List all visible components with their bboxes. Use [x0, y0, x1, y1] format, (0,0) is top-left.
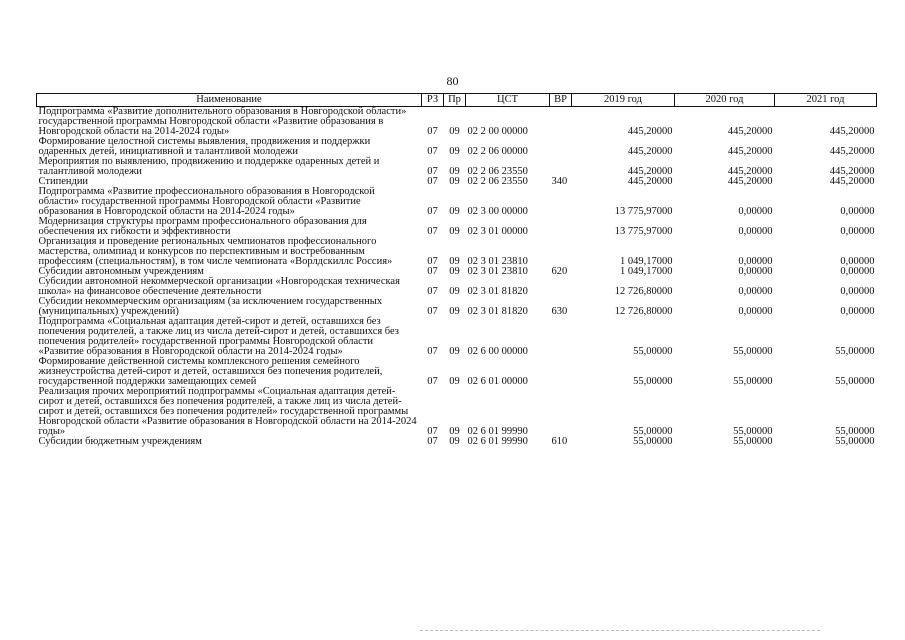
row-rz: 07	[427, 226, 438, 237]
header-vr: ВР	[550, 94, 572, 107]
row-rz: 07	[427, 166, 438, 177]
row-pr: 09	[449, 226, 460, 237]
row-name: Организация и проведение региональных чемпионатов профессионального мастерства, олимпиад и конкурсов по перспективным и востребованным профессиям (специальностям), в том числе чемпионата «Ворлдскиллс Россия»	[38, 236, 393, 267]
row-cst: 02 2 06 23550	[467, 166, 528, 177]
row-value-2019: 12 726,80000	[614, 306, 673, 317]
row-value-2020: 0,00000	[738, 206, 773, 217]
row-cst: 02 6 00 00000	[467, 346, 528, 357]
row-rz: 07	[427, 346, 438, 357]
row-vr	[550, 277, 572, 297]
row-value-2020: 445,20000	[727, 126, 773, 137]
row-pr: 09	[449, 286, 460, 297]
row-cst: 02 3 01 81820	[467, 286, 528, 297]
row-pr: 09	[449, 346, 460, 357]
row-value-2021: 0,00000	[840, 226, 875, 237]
row-cst: 02 2 00 00000	[467, 126, 528, 137]
row-rz: 07	[427, 426, 438, 437]
row-cst: 02 3 01 23810	[467, 256, 528, 267]
row-value-2020: 445,20000	[727, 166, 773, 177]
row-value-2021: 445,20000	[829, 146, 875, 157]
row-value-2020: 0,00000	[738, 256, 773, 267]
row-value-2021: 0,00000	[840, 266, 875, 277]
row-value-2019: 13 775,97000	[614, 226, 673, 237]
row-rz: 07	[427, 266, 438, 277]
row-vr: 340	[551, 176, 568, 187]
row-value-2021: 55,00000	[835, 346, 875, 357]
row-name: Субсидии бюджетным учреждениям	[38, 436, 202, 447]
row-name: Формирование действенной системы комплексного решения семейного жизнеустройства детей-сирот и детей, оставшихся без попечения родителей, государственной поддержки замещающих семей	[38, 356, 383, 387]
table-row	[37, 157, 877, 177]
row-name: Реализация прочих мероприятий подпрограммы «Социальная адаптация детей-сирот и детей, оставшихся без попечения родителей, а также лиц из числа детей-сирот и детей, оставшихся без попечения родителей» государственной программы Новгородской области «Развитие образования в Новгородской области на 2014-2024 годы»	[38, 386, 417, 437]
table-row	[37, 107, 877, 138]
header-rz: РЗ	[422, 94, 444, 107]
row-vr	[550, 317, 572, 357]
header-2021: 2021 год	[775, 94, 877, 107]
row-pr: 09	[449, 146, 460, 157]
row-vr	[550, 217, 572, 237]
row-pr: 09	[449, 266, 460, 277]
row-value-2019: 55,00000	[633, 436, 673, 447]
row-value-2019: 13 775,97000	[614, 206, 673, 217]
row-value-2019: 445,20000	[627, 176, 673, 187]
row-pr: 09	[449, 206, 460, 217]
page-number: 80	[446, 74, 459, 88]
header-pr: Пр	[444, 94, 466, 107]
row-cst: 02 6 01 99990	[467, 426, 528, 437]
row-name: Подпрограмма «Социальная адаптация детей-сирот и детей, оставшихся без попечения родителей, а также лиц из числа детей-сирот и детей, оставшихся без попечения родителей» государственной программы Новгородской области «Развитие образования в Новгородской области на 2014-2024 годы»	[38, 316, 399, 357]
row-value-2021: 445,20000	[829, 166, 875, 177]
row-rz: 07	[427, 176, 438, 187]
row-rz: 07	[427, 146, 438, 157]
header-name: Наименование	[37, 94, 422, 107]
row-value-2020: 55,00000	[733, 346, 773, 357]
table-row	[37, 437, 877, 447]
table-row	[37, 137, 877, 157]
row-value-2019: 1 049,17000	[620, 266, 673, 277]
table-row	[37, 357, 877, 387]
row-value-2021: 445,20000	[829, 126, 875, 137]
row-name: Стипендии	[38, 176, 89, 187]
row-name: Формирование целостной системы выявления, продвижения и поддержки одаренных детей, инициативной и талантливой молодежи	[38, 136, 371, 157]
row-vr: 630	[551, 306, 568, 317]
row-value-2020: 0,00000	[738, 286, 773, 297]
row-name: Субсидии автономным учреждениям	[38, 266, 204, 277]
row-value-2021: 0,00000	[840, 286, 875, 297]
row-name: Подпрограмма «Развитие дополнительного образования в Новгородской области» государственной программы Новгородской области «Развитие образования в Новгородской области на 2014-2024 годы»	[38, 106, 407, 137]
row-vr	[550, 357, 572, 387]
row-rz: 07	[427, 206, 438, 217]
row-cst: 02 3 01 81820	[467, 306, 528, 317]
row-value-2019: 445,20000	[627, 166, 673, 177]
row-rz: 07	[427, 376, 438, 387]
row-value-2019: 445,20000	[627, 126, 673, 137]
row-value-2021: 55,00000	[835, 436, 875, 447]
row-cst: 02 2 06 00000	[467, 146, 528, 157]
row-pr: 09	[449, 126, 460, 137]
header-2020: 2020 год	[675, 94, 775, 107]
row-name: Субсидии автономной некоммерческой организации «Новгородская техническая школа» на финансовое обеспечение деятельности	[38, 276, 400, 297]
row-vr	[550, 157, 572, 177]
row-value-2021: 0,00000	[840, 206, 875, 217]
row-value-2020: 55,00000	[733, 376, 773, 387]
row-name: Мероприятия по выявлению, продвижению и поддержке одаренных детей и талантливой молодежи	[38, 156, 380, 177]
row-vr	[550, 137, 572, 157]
row-value-2020: 55,00000	[733, 426, 773, 437]
row-value-2019: 55,00000	[633, 376, 673, 387]
row-rz: 07	[427, 286, 438, 297]
row-value-2020: 445,20000	[727, 176, 773, 187]
row-cst: 02 6 01 99990	[467, 436, 528, 447]
budget-table	[36, 93, 877, 447]
row-vr	[550, 187, 572, 217]
table-header	[37, 94, 877, 107]
header-2019: 2019 год	[572, 94, 675, 107]
row-pr: 09	[449, 256, 460, 267]
row-cst: 02 3 01 00000	[467, 226, 528, 237]
table-row	[37, 317, 877, 357]
row-name: Подпрограмма «Развитие профессионального образования в Новгородской области» государственной программы Новгородской области «Развитие образования в Новгородской области на 2014-2024 годы»	[38, 186, 375, 217]
row-value-2019: 55,00000	[633, 346, 673, 357]
row-vr	[550, 237, 572, 267]
table-row	[37, 297, 877, 317]
footer-rule	[420, 630, 820, 632]
row-value-2020: 0,00000	[738, 226, 773, 237]
row-vr: 610	[551, 436, 568, 447]
row-rz: 07	[427, 256, 438, 267]
row-vr	[550, 107, 572, 138]
row-rz: 07	[427, 306, 438, 317]
row-rz: 07	[427, 436, 438, 447]
row-value-2020: 0,00000	[738, 306, 773, 317]
row-value-2019: 55,00000	[633, 426, 673, 437]
row-value-2019: 1 049,17000	[620, 256, 673, 267]
row-vr: 620	[551, 266, 568, 277]
row-name: Субсидии некоммерческим организациям (за исключением государственных (муниципальных) учреждений)	[38, 296, 383, 317]
row-pr: 09	[449, 166, 460, 177]
row-pr: 09	[449, 436, 460, 447]
row-value-2021: 55,00000	[835, 426, 875, 437]
table-row	[37, 277, 877, 297]
row-pr: 09	[449, 376, 460, 387]
table-row	[37, 237, 877, 267]
row-cst: 02 3 00 00000	[467, 206, 528, 217]
table-body	[37, 107, 877, 448]
row-value-2021: 445,20000	[829, 176, 875, 187]
row-pr: 09	[449, 426, 460, 437]
row-cst: 02 6 01 00000	[467, 376, 528, 387]
row-value-2019: 12 726,80000	[614, 286, 673, 297]
row-cst: 02 2 06 23550	[467, 176, 528, 187]
row-value-2021: 0,00000	[840, 306, 875, 317]
table-row	[37, 217, 877, 237]
row-value-2020: 55,00000	[733, 436, 773, 447]
row-vr	[550, 387, 572, 437]
row-value-2019: 445,20000	[627, 146, 673, 157]
header-cst: ЦСТ	[466, 94, 550, 107]
table-row	[37, 187, 877, 217]
row-rz: 07	[427, 126, 438, 137]
row-value-2020: 445,20000	[727, 146, 773, 157]
table-row	[37, 387, 877, 437]
row-name: Модернизация структуры программ профессионального образования для обеспечения их гибкости и эффективности	[38, 216, 367, 237]
row-value-2021: 55,00000	[835, 376, 875, 387]
row-pr: 09	[449, 176, 460, 187]
row-value-2021: 0,00000	[840, 256, 875, 267]
row-value-2020: 0,00000	[738, 266, 773, 277]
row-pr: 09	[449, 306, 460, 317]
row-cst: 02 3 01 23810	[467, 266, 528, 277]
